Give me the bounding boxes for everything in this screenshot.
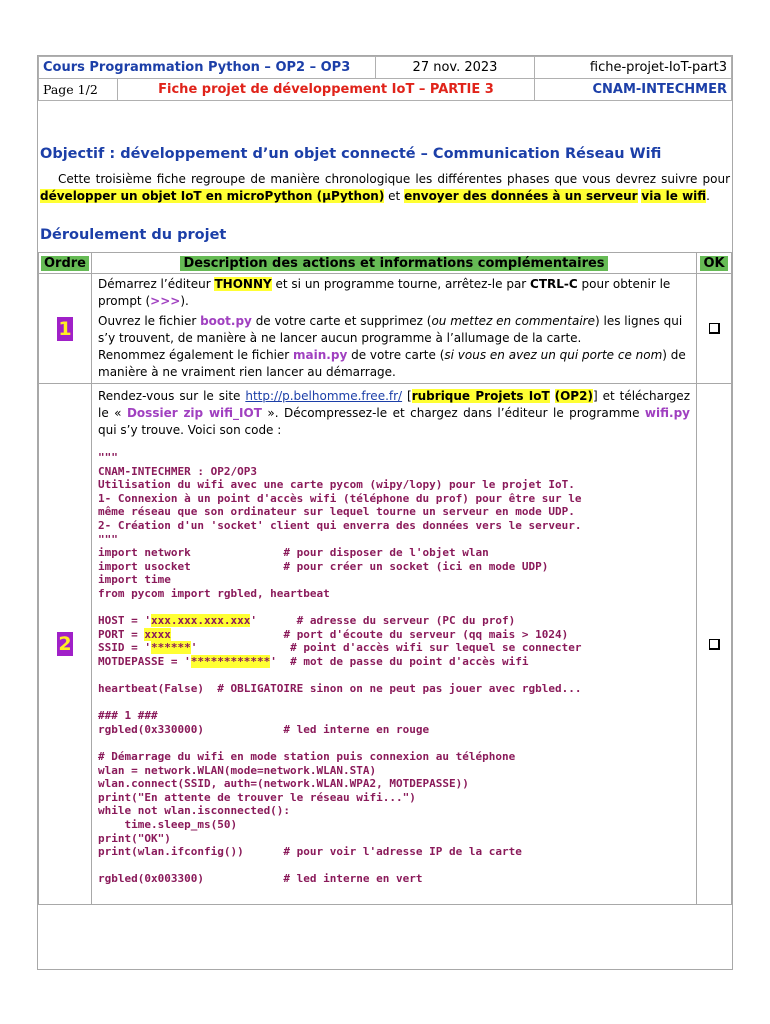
text: Rendez-vous sur le site [98, 389, 246, 403]
document-title: Fiche projet de développement IoT – PARTIE 3 [118, 79, 535, 101]
text: de votre carte et supprimez ( [251, 314, 432, 328]
op2-highlight: (OP2) [554, 389, 593, 403]
step-number-cell [39, 384, 92, 905]
text: Ouvrez le fichier [98, 314, 201, 328]
zip-name: Dossier zip wifi_IOT [126, 406, 262, 420]
intro-text: Cette troisième fiche regroupe de manière chronologique les différentes phases que vous devrez suivre pour [58, 172, 730, 186]
code-part: PORT = [98, 627, 145, 641]
organization: CNAM-INTECHMER [535, 79, 732, 101]
text: et si un programme tourne, arrêtez-le par [271, 277, 531, 291]
col-ok-label: OK [700, 256, 727, 271]
page-number: Page 1/2 [39, 79, 118, 101]
thonny-highlight: THONNY [214, 277, 272, 291]
text: ] et téléchargez le « [98, 389, 690, 420]
highlight-wifi: via le wifi [641, 189, 707, 203]
ok-cell [697, 274, 732, 384]
col-desc-label: Description des actions et informations complémentaires [180, 256, 607, 271]
col-ok-header [697, 253, 732, 274]
ok-cell [697, 384, 732, 905]
highlight-send: envoyer des données à un serveur [404, 189, 638, 203]
code-placeholder: ************ [190, 654, 271, 668]
text: Renommez également le fichier [98, 348, 294, 362]
highlight-goal: développer un objet IoT en microPython (µPython) [40, 189, 385, 203]
step-row-2 [39, 384, 732, 905]
code-part: ' # point d'accès wifi sur lequel se connecter [190, 641, 582, 655]
code-part: HOST = ' [98, 614, 151, 628]
filename-text: main.py [293, 348, 348, 362]
ok-checkbox[interactable] [709, 639, 720, 650]
text: [ [402, 389, 412, 403]
text: ). [180, 294, 189, 308]
objective-title: Objectif : développement d’un objet connecté – Communication Réseau Wifi [40, 146, 662, 162]
code-part: SSID = ' [98, 641, 151, 655]
rubrique-highlight: rubrique Projets IoT [411, 389, 550, 403]
filename-text: boot.py [200, 314, 252, 328]
ok-checkbox[interactable] [709, 323, 720, 334]
course-title: Cours Programmation Python – OP2 – OP3 [39, 57, 376, 79]
text: si vous en avez un qui porte ce nom [444, 348, 663, 362]
step-description [92, 384, 697, 905]
step-number-badge: 2 [58, 633, 72, 655]
code-part: MOTDEPASSE = ' [98, 654, 191, 668]
document-page [37, 55, 733, 970]
step-number-cell [39, 274, 92, 384]
header-table [38, 56, 732, 101]
code-block [98, 451, 690, 886]
col-order-label: Ordre [41, 256, 89, 271]
code-part: ' # mot de passe du point d'accès wifi [270, 654, 529, 668]
text: ». Décompressez-le et chargez dans l’éditeur le programme [261, 406, 645, 420]
text: de votre carte ( [347, 348, 445, 362]
text: qui s’y trouve. Voici son code : [98, 423, 282, 437]
step-row-1 [39, 274, 732, 384]
site-link[interactable]: http://p.belhomme.free.fr/ [245, 389, 403, 403]
code-placeholder: ****** [150, 641, 191, 655]
steps-table [38, 252, 732, 905]
objective-text [40, 171, 730, 205]
code-part: heartbeat(False) # OBLIGATOIRE sinon on ne peut pas jouer avec rgbled... ### 1 ### rgbled(0x330000) # led interne en rouge # Démarrage du wifi en mode station puis connexion au téléphone wlan = network.WLAN(mode=network.WLAN.STA) wlan.connect(SSID, auth=(network.WLAN.WPA2, MOTDEPASSE)) print("En attente de trouver le réseau wifi...") while not wlan.isconnected(): time.sleep_ms(50) print("OK") print(wlan.ifconfig()) # pour voir l'adresse IP de la carte rgbled(0x003300) # led interne en vert [98, 682, 582, 886]
prompt-text: >>> [150, 294, 181, 308]
text: ou mettez en commentaire [431, 314, 595, 328]
text: ) de manière à ne vraiment rien lancer au démarrage. [98, 348, 686, 379]
step-description [92, 274, 697, 384]
col-order-header [39, 253, 92, 274]
step-number-badge: 1 [58, 317, 72, 340]
text: pour obtenir le prompt ( [98, 277, 671, 308]
file-name: fiche-projet-IoT-part3 [535, 57, 732, 79]
code-placeholder: xxxx [144, 627, 171, 641]
code-part: # port d'écoute du serveur (qq mais > 1024) [170, 627, 569, 641]
intro-text: et [384, 189, 405, 203]
code-part: """ CNAM-INTECHMER : OP2/OP3 Utilisation du wifi avec une carte pycom (wipy/lopy) pour le projet IoT. 1- Connexion à un point d'accès wifi (téléphone du prof) pour être sur le même réseau que son ordinateur sur lequel tourne un serveur en mode UDP. 2- Création d'un 'socket' client qui enverra des données vers le serveur. """ import network # pour disposer de l'objet wlan import usocket # pour créer un socket (ici en mode UDP) import time from pycom import rgbled, heartbeat [98, 451, 582, 600]
text: ) les lignes qui s’y trouvent, de manière à ne lancer aucun programme à l’allumage de la carte. [98, 314, 683, 345]
text: Démarrez l’éditeur [98, 277, 215, 291]
code-placeholder: xxx.xxx.xxx.xxx [150, 614, 251, 628]
filename-text: wifi.py [644, 406, 690, 420]
col-desc-header [92, 253, 697, 274]
shortcut-text: CTRL-C [530, 277, 578, 291]
code-part: ' # adresse du serveur (PC du prof) [250, 614, 516, 628]
intro-text: . [706, 189, 710, 203]
deroulement-title: Déroulement du projet [40, 227, 227, 243]
document-date: 27 nov. 2023 [376, 57, 535, 79]
